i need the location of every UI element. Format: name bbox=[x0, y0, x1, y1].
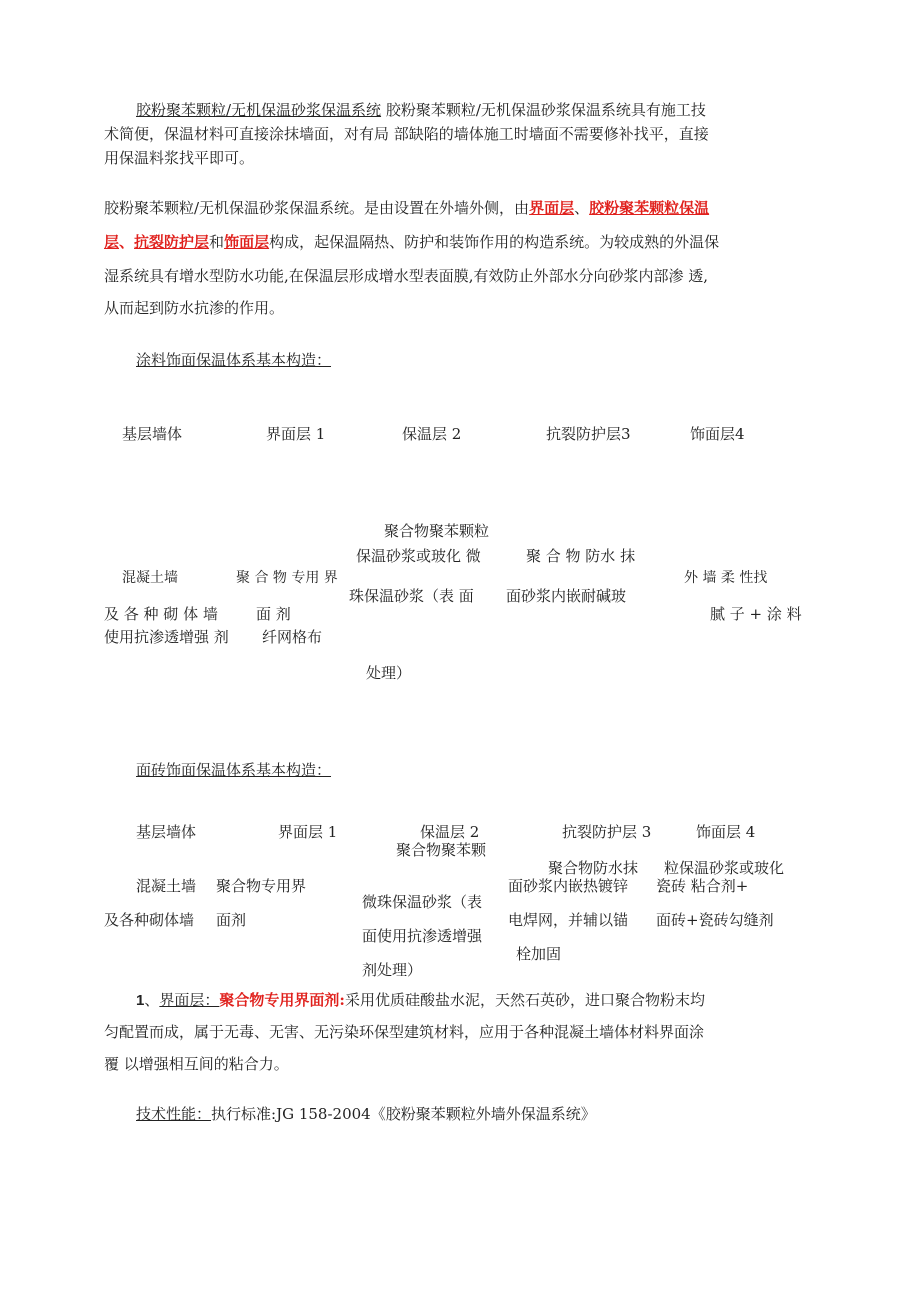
tech-text: 执行标准:JG 158-2004《胶粉聚苯颗粒外墙外保温系统》 bbox=[211, 1105, 596, 1123]
section1-line-2: 匀配置而成，属于无毒、无害、无污染环保型建筑材料，应用于各种混凝土墙体材料界面涂 bbox=[104, 1023, 705, 1041]
coating-header-interface: 界面层 1 bbox=[266, 425, 326, 443]
highlight-insulation-layer-b: 层 bbox=[104, 233, 120, 251]
coating-col4-line-b: 面砂浆内嵌耐碱玻 bbox=[506, 587, 627, 605]
desc-line-1 bbox=[104, 198, 709, 218]
coating-col2-line-a: 聚 合 物 专用 界 bbox=[236, 570, 338, 586]
tile-col4-line-c: 电焊网，并辅以锚 bbox=[508, 911, 629, 929]
intro-line-1-rest: 胶粉聚苯颗粒/无机保温砂浆保温系统具有施工技 bbox=[381, 101, 706, 119]
section1-label: 界面层： bbox=[159, 991, 220, 1009]
coating-header-insulation: 保温层 2 bbox=[402, 425, 462, 443]
coating-header-base: 基层墙体 bbox=[122, 425, 183, 443]
highlight-insulation-layer-a: 胶粉聚苯颗粒保温 bbox=[589, 199, 710, 217]
highlight-interface-layer: 界面层 bbox=[529, 199, 575, 217]
coating-header-finish: 饰面层4 bbox=[690, 425, 745, 443]
coating-header-crack: 抗裂防护层3 bbox=[546, 425, 631, 443]
tile-col5-line-b: 瓷砖 粘合剂+ bbox=[656, 877, 749, 895]
tile-col3-line-a: 聚合物聚苯颗 bbox=[396, 841, 487, 859]
intro-line-1 bbox=[136, 100, 706, 120]
tile-header-insulation: 保温层 2 bbox=[420, 823, 480, 841]
section1-sep: 、 bbox=[144, 991, 160, 1009]
tile-col2-line-a: 聚合物专用界 bbox=[216, 877, 307, 895]
coating-col4-line-c: 纤网格布 bbox=[262, 628, 323, 646]
intro-line-3: 用保温料浆找平即可。 bbox=[104, 149, 255, 167]
section1-text-1: 采用优质硅酸盐水泥，天然石英砂，进口聚合物粉末均 bbox=[344, 991, 705, 1009]
desc-line-4: 从而起到防水抗渗的作用。 bbox=[104, 299, 285, 317]
desc-sep-2: 、 bbox=[119, 233, 135, 251]
section1-term: 聚合物专用界面剂 bbox=[219, 991, 340, 1009]
coating-col1-line-b: 及 各 种 砌 体 墙 bbox=[104, 605, 218, 623]
highlight-finish-layer: 饰面层 bbox=[224, 233, 270, 251]
desc-sep-1: 、 bbox=[574, 199, 590, 217]
desc-text-1: 胶粉聚苯颗粒/无机保温砂浆保温系统。是由设置在外墙外侧，由 bbox=[104, 199, 530, 217]
tile-header-base: 基层墙体 bbox=[136, 823, 197, 841]
desc-line-2 bbox=[104, 232, 719, 252]
coating-col5-line-a: 外 墙 柔 性找 bbox=[684, 570, 768, 586]
intro-title: 胶粉聚苯颗粒/无机保温砂浆保温系统 bbox=[136, 101, 382, 119]
tile-col3-line-c: 面使用抗渗透增强 bbox=[362, 927, 483, 945]
coating-col1-line-a: 混凝土墙 bbox=[122, 570, 178, 586]
desc-text-2: 构成，起保温隔热、防护和装饰作用的构造系统。为较成熟的外温保 bbox=[269, 233, 720, 251]
tile-header-interface: 界面层 1 bbox=[278, 823, 338, 841]
section1-colon: : bbox=[339, 991, 345, 1009]
coating-col3-line-e: 处理） bbox=[366, 664, 412, 682]
tech-label: 技术性能： bbox=[136, 1105, 212, 1123]
tile-col3-line-b: 微珠保温砂浆（表 bbox=[362, 893, 483, 911]
section1-line-1 bbox=[136, 990, 705, 1011]
section1-number: 1 bbox=[136, 992, 145, 1009]
tile-col1-line-b: 及各种砌体墙 bbox=[104, 911, 195, 929]
coating-heading: 涂料饰面保温体系基本构造： bbox=[136, 351, 332, 369]
coating-col3-line-b: 保温砂浆或玻化 微 bbox=[356, 547, 481, 565]
tile-col3-line-d: 剂处理） bbox=[362, 961, 423, 979]
desc-and: 和 bbox=[209, 233, 225, 251]
coating-col3-line-d: 使用抗渗透增强 剂 bbox=[104, 628, 229, 646]
intro-line-2: 术简便，保温材料可直接涂抹墙面，对有局 部缺陷的墙体施工时墙面不需要修补找平，直接 bbox=[104, 125, 709, 143]
section1-line-3: 覆 以增强相互间的粘合力。 bbox=[104, 1055, 289, 1073]
highlight-crack-layer: 抗裂防护层 bbox=[134, 233, 210, 251]
tile-col4-line-b: 面砂浆内嵌热镀锌 bbox=[508, 877, 629, 895]
tile-col5-line-a: 粒保温砂浆或玻化 bbox=[664, 859, 785, 877]
coating-col4-line-a: 聚 合 物 防水 抹 bbox=[526, 547, 636, 565]
tile-col2-line-b: 面剂 bbox=[216, 911, 247, 929]
tile-col4-line-a: 聚合物防水抹 bbox=[548, 859, 639, 877]
coating-col3-line-c: 珠保温砂浆（表 面 bbox=[349, 587, 474, 605]
tile-col5-line-c: 面砖+瓷砖勾缝剂 bbox=[656, 911, 774, 929]
coating-col5-line-b: 腻 子 + 涂 料 bbox=[710, 605, 802, 623]
coating-col3-line-a: 聚合物聚苯颗粒 bbox=[384, 522, 490, 540]
tile-col1-line-a: 混凝土墙 bbox=[136, 877, 197, 895]
tile-heading: 面砖饰面保温体系基本构造： bbox=[136, 761, 332, 779]
desc-line-3: 湿系统具有增水型防水功能,在保温层形成增水型表面膜,有效防止外部水分向砂浆内部渗 透, bbox=[104, 267, 709, 285]
tile-col4-line-d: 栓加固 bbox=[516, 945, 562, 963]
tile-header-crack: 抗裂防护层 3 bbox=[562, 823, 652, 841]
coating-col2-line-b: 面 剂 bbox=[256, 605, 291, 623]
tech-line bbox=[136, 1104, 596, 1124]
tile-header-finish: 饰面层 4 bbox=[696, 823, 756, 841]
